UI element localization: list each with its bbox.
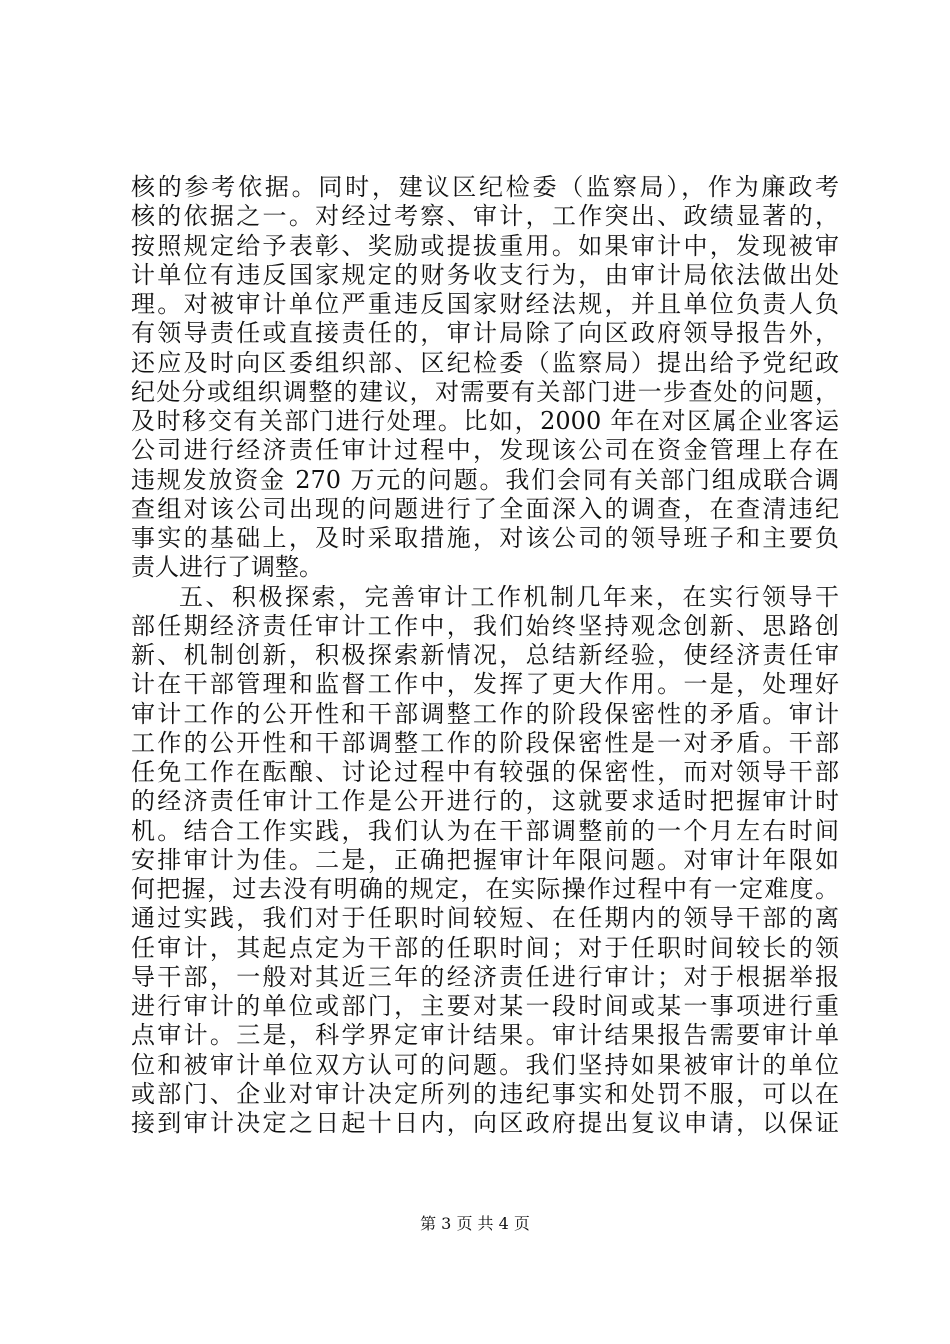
text-line: 导干部，一般对其近三年的经济责任进行审计；对于根据举报 [131, 962, 839, 991]
text-line: 接到审计决定之日起十日内，向区政府提出复议申请，以保证 [131, 1109, 839, 1137]
text-line: 何把握，过去没有明确的规定，在实际操作过程中有一定难度。 [131, 875, 839, 903]
text-line: 点审计。三是，科学界定审计结果。审计结果报告需要审计单 [131, 1021, 839, 1050]
text-line: 按照规定给予表彰、奖励或提拔重用。如果审计中，发现被审 [131, 231, 839, 260]
text-line: 还应及时向区委组织部、区纪检委（监察局）提出给予党纪政 [131, 348, 839, 377]
text-line: 核的参考依据。同时，建议区纪检委（监察局），作为廉政考 [131, 173, 839, 201]
text-line: 安排审计为佳。二是，正确把握审计年限问题。对审计年限如 [131, 845, 839, 874]
page-number-footer: 第 3 页 共 4 页 [420, 1214, 530, 1233]
text-line: 有领导责任或直接责任的，审计局除了向区政府领导报告外， [131, 319, 839, 348]
text-line: 查组对该公司出现的问题进行了全面深入的调查，在查清违纪 [131, 494, 839, 523]
text-line: 部任期经济责任审计工作中，我们始终坚持观念创新、思路创 [131, 611, 839, 640]
text-line: 事实的基础上，及时采取措施，对该公司的领导班子和主要负 [131, 524, 839, 552]
text-line: 公司进行经济责任审计过程中，发现该公司在资金管理上存在 [131, 436, 839, 465]
text-line: 的经济责任审计工作是公开进行的，这就要求适时把握审计时 [131, 787, 839, 816]
text-line: 任审计，其起点定为干部的任职时间；对于任职时间较长的领 [131, 933, 839, 962]
text-line: 计单位有违反国家规定的财务收支行为，由审计局依法做出处 [131, 260, 839, 289]
text-line: 理。对被审计单位严重违反国家财经法规，并且单位负责人负 [131, 290, 839, 318]
text-line: 进行审计的单位或部门，主要对某一段时间或某一事项进行重 [131, 992, 839, 1020]
text-line: 纪处分或组织调整的建议，对需要有关部门进一步查处的问题， [131, 377, 839, 406]
body-text [131, 173, 839, 1138]
text-line: 通过实践，我们对于任职时间较短、在任期内的领导干部的离 [131, 904, 839, 933]
text-line: 工作的公开性和干部调整工作的阶段保密性是一对矛盾。干部 [131, 728, 839, 757]
paragraph-end-line: 责人进行了调整。 [131, 553, 323, 582]
text-line: 新、机制创新，积极探索新情况，总结新经验，使经济责任审 [131, 641, 839, 669]
text-line: 审计工作的公开性和干部调整工作的阶段保密性的矛盾。审计 [131, 699, 839, 728]
text-line: 违规发放资金 270 万元的问题。我们会同有关部门组成联合调 [131, 465, 839, 494]
text-line: 位和被审计单位双方认可的问题。我们坚持如果被审计的单位 [131, 1050, 839, 1079]
text-line: 机。结合工作实践，我们认为在干部调整前的一个月左右时间 [131, 816, 839, 845]
text-line: 及时移交有关部门进行处理。比如，2000 年在对区属企业客运 [131, 407, 839, 435]
text-line: 核的依据之一。对经过考察、审计，工作突出、政绩显著的， [131, 202, 839, 231]
text-line: 计在干部管理和监督工作中，发挥了更大作用。一是，处理好 [131, 670, 839, 699]
text-line: 任免工作在酝酿、讨论过程中有较强的保密性，而对领导干部 [131, 758, 839, 786]
text-line: 或部门、企业对审计决定所列的违纪事实和处罚不服，可以在 [131, 1079, 839, 1108]
paragraph-heading-line: 五、积极探索，完善审计工作机制几年来，在实行领导干 [179, 582, 839, 611]
